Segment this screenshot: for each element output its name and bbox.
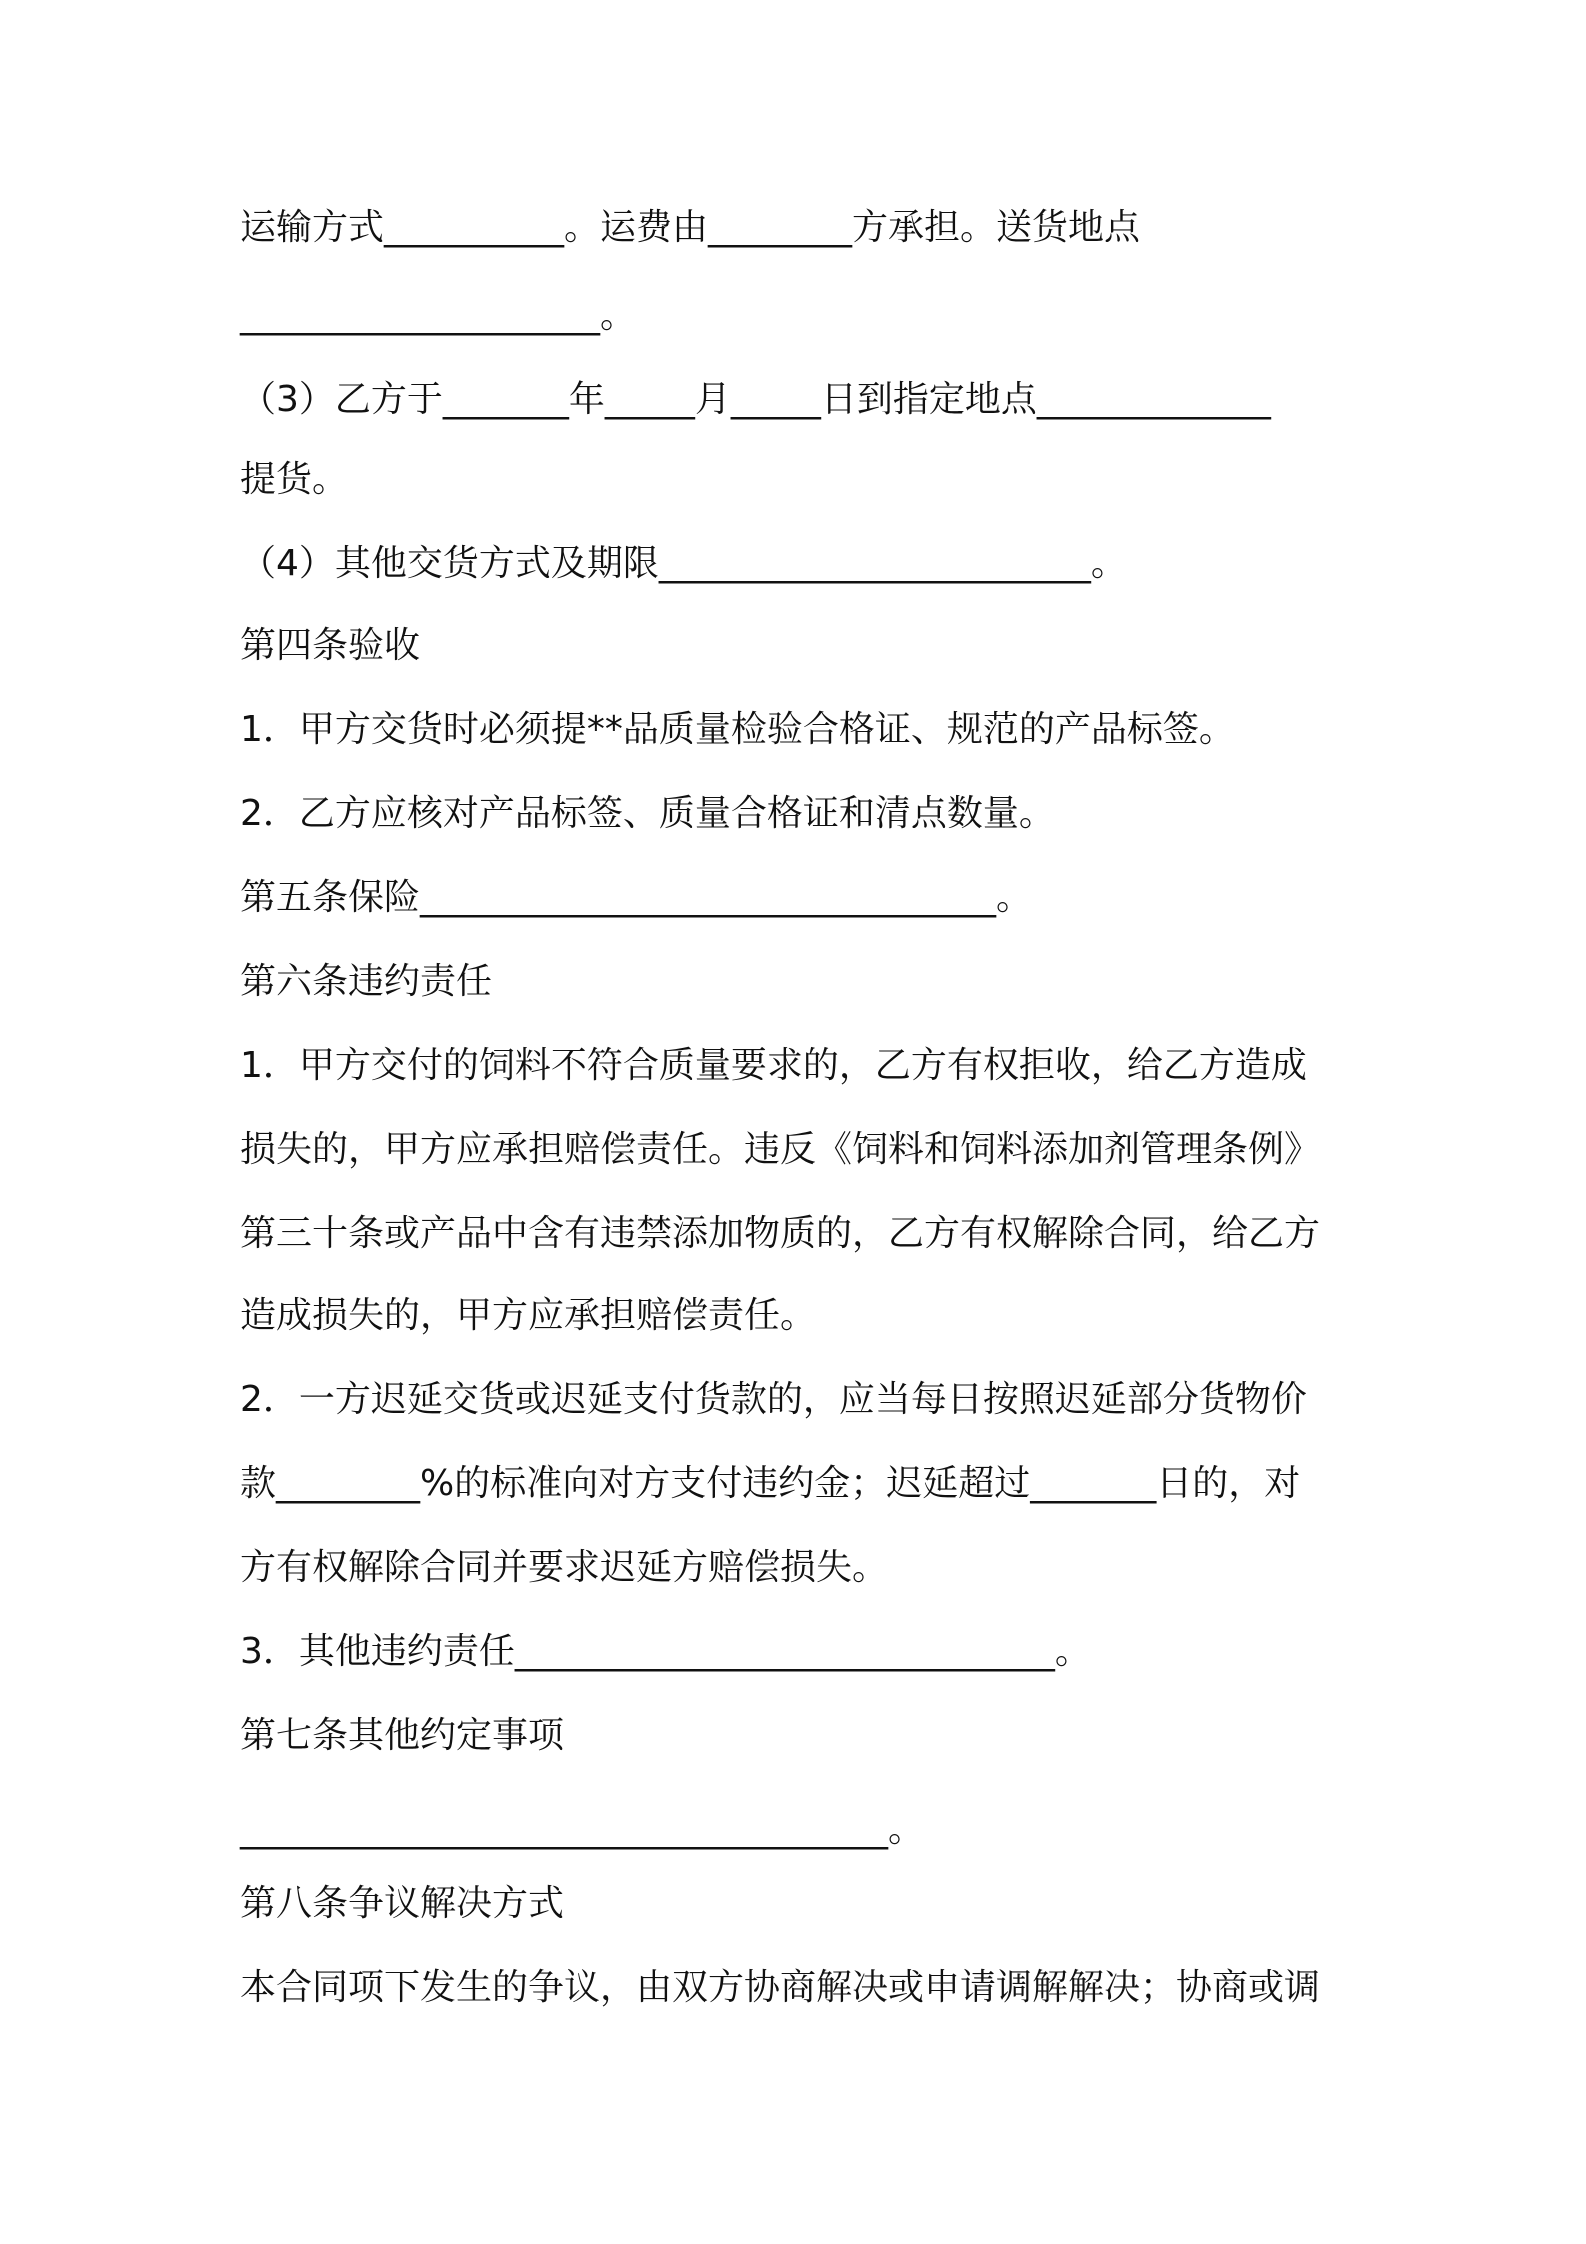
section-heading: 第六条违约责任 xyxy=(240,961,493,1002)
section-heading: 第四条验收 xyxy=(240,625,421,666)
paragraph-line: 2．一方迟延交货或迟延支付货款的，应当每日按照迟延部分货物价 xyxy=(240,1379,1307,1420)
section-heading: 第五条保险________________________________。 xyxy=(240,877,1033,918)
paragraph-line: 造成损失的，甲方应承担赔偿责任。 xyxy=(240,1295,817,1336)
paragraph-line: ____________________________________。 xyxy=(240,1809,924,1850)
paragraph-line: 款________%的标准向对方支付违约金；迟延超过_______日的，对 xyxy=(240,1463,1301,1504)
paragraph-line: 2．乙方应核对产品标签、质量合格证和清点数量。 xyxy=(240,793,1055,834)
paragraph-line: ____________________。 xyxy=(240,295,636,336)
paragraph-line: 1．甲方交付的饲料不符合质量要求的，乙方有权拒收，给乙方造成 xyxy=(240,1045,1307,1086)
paragraph-line: （4）其他交货方式及期限________________________。 xyxy=(240,543,1127,584)
paragraph-line: 1．甲方交货时必须提**品质量检验合格证、规范的产品标签。 xyxy=(240,709,1235,750)
section-heading: 第七条其他约定事项 xyxy=(240,1715,565,1756)
paragraph-line: 第三十条或产品中含有违禁添加物质的，乙方有权解除合同，给乙方 xyxy=(240,1213,1321,1254)
paragraph-line: 3．其他违约责任______________________________。 xyxy=(240,1631,1091,1672)
paragraph-line: 提货。 xyxy=(240,459,349,500)
paragraph-line: 方有权解除合同并要求迟延方赔偿损失。 xyxy=(240,1547,889,1588)
section-heading: 第八条争议解决方式 xyxy=(240,1883,565,1924)
paragraph-line: （3）乙方于_______年_____月_____日到指定地点_____________ xyxy=(240,379,1271,420)
paragraph-line: 运输方式__________。运费由________方承担。送货地点 xyxy=(240,207,1141,248)
paragraph-line: 损失的，甲方应承担赔偿责任。违反《饲料和饲料添加剂管理条例》 xyxy=(240,1129,1321,1170)
paragraph-line: 本合同项下发生的争议，由双方协商解决或申请调解解决；协商或调 xyxy=(240,1967,1321,2008)
